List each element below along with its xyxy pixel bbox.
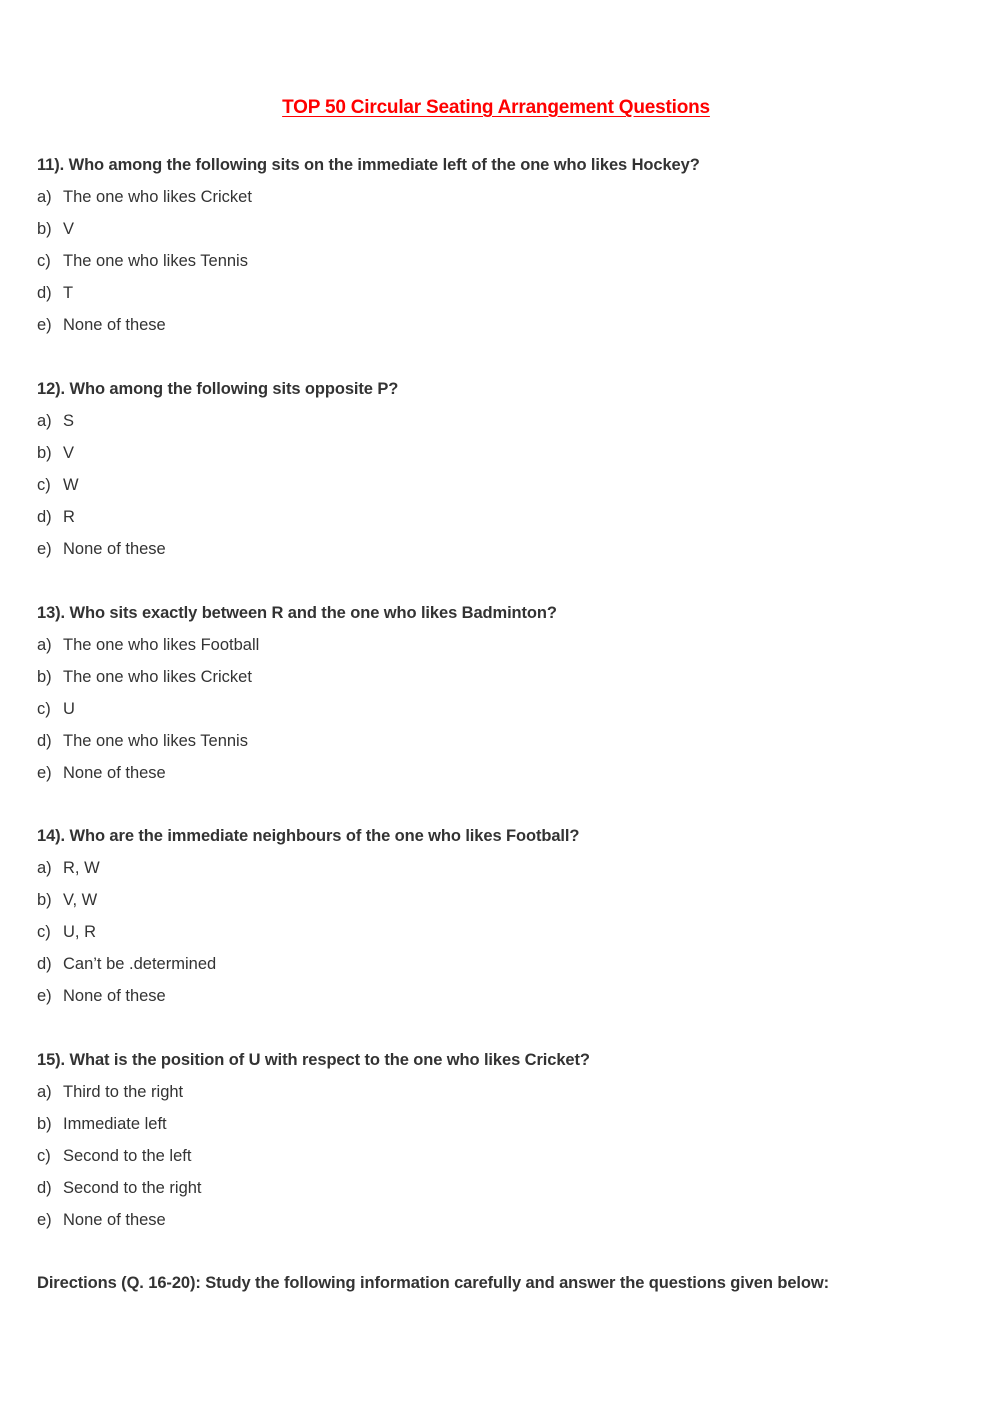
option-letter: e) (37, 987, 52, 1005)
option-text: Can’t be .determined (63, 955, 217, 973)
question-block-13 (37, 603, 957, 795)
option-letter: e) (37, 316, 52, 334)
option-text: The one who likes Cricket (63, 668, 252, 686)
option-letter: b) (37, 891, 52, 909)
option-letter: a) (37, 1083, 52, 1101)
option-c (37, 699, 957, 731)
page-title-text: TOP 50 Circular Seating Arrangement Questions (282, 97, 710, 118)
option-e (37, 1210, 957, 1242)
option-letter: b) (37, 668, 52, 686)
option-c (37, 251, 957, 283)
option-text: W (63, 476, 79, 494)
option-d (37, 507, 957, 539)
option-letter: b) (37, 444, 52, 462)
question-block-11 (37, 155, 957, 347)
option-text: Immediate left (63, 1115, 167, 1133)
option-letter: c) (37, 252, 51, 270)
option-e (37, 986, 957, 1018)
option-text: None of these (63, 987, 166, 1005)
option-letter: c) (37, 476, 51, 494)
option-b (37, 443, 957, 475)
option-letter: d) (37, 732, 52, 750)
option-letter: d) (37, 508, 52, 526)
question-block-14 (37, 826, 957, 1018)
option-c (37, 475, 957, 507)
question-text: 15). What is the position of U with respect to the one who likes Cricket? (37, 1051, 590, 1069)
option-text: S (63, 412, 75, 430)
option-letter: c) (37, 700, 51, 718)
option-c (37, 1146, 957, 1178)
option-a (37, 411, 957, 443)
option-letter: b) (37, 220, 52, 238)
option-a (37, 858, 957, 890)
option-d (37, 1178, 957, 1210)
question-block-12 (37, 379, 957, 571)
option-d (37, 954, 957, 986)
option-text: None of these (63, 540, 166, 558)
option-d (37, 731, 957, 763)
option-text: V (63, 220, 75, 238)
question-text: 13). Who sits exactly between R and the one who likes Badminton? (37, 604, 557, 622)
option-letter: d) (37, 955, 52, 973)
option-letter: d) (37, 284, 52, 302)
page-title (0, 97, 992, 119)
option-letter: e) (37, 540, 52, 558)
option-text: T (63, 284, 74, 302)
question-text: 14). Who are the immediate neighbours of the one who likes Football? (37, 827, 580, 845)
option-d (37, 283, 957, 315)
option-letter: c) (37, 923, 51, 941)
option-b (37, 1114, 957, 1146)
option-e (37, 315, 957, 347)
option-letter: e) (37, 1211, 52, 1229)
option-letter: a) (37, 636, 52, 654)
option-text: Second to the left (63, 1147, 192, 1165)
option-text: Second to the right (63, 1179, 202, 1197)
option-letter: d) (37, 1179, 52, 1197)
option-text: The one who likes Football (63, 636, 260, 654)
option-e (37, 539, 957, 571)
option-text: None of these (63, 1211, 166, 1229)
option-a (37, 187, 957, 219)
option-letter: b) (37, 1115, 52, 1133)
option-letter: a) (37, 859, 52, 877)
option-b (37, 890, 957, 922)
option-letter: c) (37, 1147, 51, 1165)
option-c (37, 922, 957, 954)
option-letter: a) (37, 188, 52, 206)
option-letter: a) (37, 412, 52, 430)
directions-text: Directions (Q. 16-20): Study the following information carefully and answer the questions given below: (37, 1274, 829, 1292)
option-text: None of these (63, 764, 166, 782)
option-text: The one who likes Cricket (63, 188, 252, 206)
option-text: V, W (63, 891, 98, 909)
option-text: R (63, 508, 75, 526)
option-text: The one who likes Tennis (63, 732, 248, 750)
question-block-15 (37, 1050, 957, 1242)
option-text: Third to the right (63, 1083, 184, 1101)
option-a (37, 635, 957, 667)
option-text: R, W (63, 859, 100, 877)
option-b (37, 667, 957, 699)
option-b (37, 219, 957, 251)
option-text: U (63, 700, 75, 718)
option-a (37, 1082, 957, 1114)
option-text: None of these (63, 316, 166, 334)
option-text: The one who likes Tennis (63, 252, 248, 270)
question-text: 11). Who among the following sits on the immediate left of the one who likes Hockey? (37, 156, 700, 174)
option-letter: e) (37, 764, 52, 782)
question-text: 12). Who among the following sits opposite P? (37, 380, 399, 398)
option-text: V (63, 444, 75, 462)
option-e (37, 763, 957, 795)
option-text: U, R (63, 923, 96, 941)
